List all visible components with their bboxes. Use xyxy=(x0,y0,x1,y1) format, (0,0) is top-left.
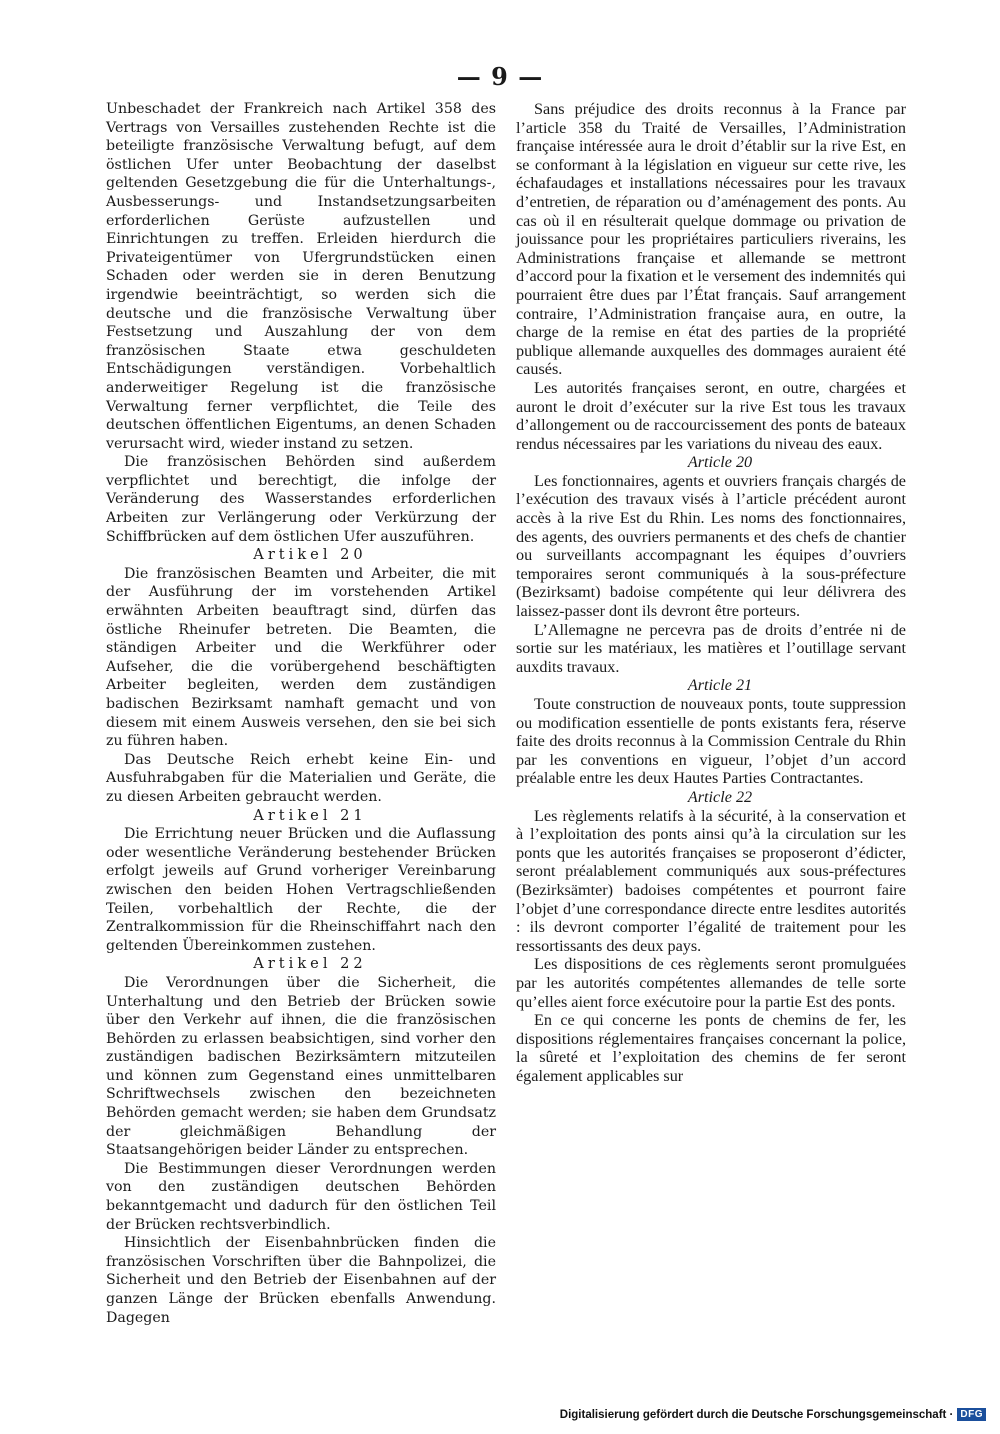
german-article-22-paragraph-1: Die Verordnungen über die Sicherheit, die Unterhaltung und den Betrieb der Brücken sowie über den Verkehr auf ihnen, die die französischen Behörden zu erlassen beabsichtigen, sind vorher den zuständigen badischen Bezirksämtern mitzuteilen und können zum Gegenstand eines unmittelbaren Schriftwechsels zwischen den bezeichneten Behörden gemacht werden; sie haben dem Grundsatz der gleichmäßigen Behandlung der Staatsangehörigen beider Länder zu entsprechen. xyxy=(106,974,496,1159)
french-article-22-paragraph-3: En ce qui concerne les ponts de chemins de fer, les dispositions réglementaires françaises concernant la police, la sûreté et l’exploitation des chemins de fer seront également applicables sur xyxy=(516,1011,906,1085)
german-article-22-paragraph-2: Die Bestimmungen dieser Verordnungen werden von den zuständigen deutschen Behörden bekanntgemacht und dadurch für den östlichen Teil der Brücken rechtsverbindlich. xyxy=(106,1160,496,1233)
german-intro-paragraph-2: Die französischen Behörden sind außerdem verpflichtet und berechtigt, die infolge der Veränderung des Wasserstandes erforderlichen Arbeiten zur Verlängerung oder Verkürzung der Schiffbrücken auf dem östlichen Ufer auszuführen. xyxy=(106,454,496,545)
page-number: — 9 — xyxy=(456,62,544,91)
german-article-22-paragraph-3: Hinsichtlich der Eisenbahnbrücken finden die französischen Vorschriften über die Bahnpolizei, die Sicherheit und den Betrieb der Eisenbahnen auf der ganzen Länge der Brücken ebenfalls Anwendung. Dagegen xyxy=(106,1235,496,1326)
french-intro-paragraph-1: Sans préjudice des droits reconnus à la France par l’article 358 du Traité de Versailles, l’Administration française intéressée aura le droit d’établir sur la rive Est, en se conformant à la législation en vigueur sur cette rive, les échafaudages et installations nécessaires pour les travaux d’entretien, de réparation ou d’aménagement des ponts. Au cas où il en résulterait quelque dommage ou privation de jouissance pour les propriétaires particuliers riverains, les Administrations française et allemande se mettront d’accord pour la fixation et le versement des indemnités qui pourraient être dues par l’État français. Sauf arrangement contraire, l’Administration française aura, en outre, la charge de la remise en état des parties de la propriété publique allemande auxquelles des dommages auraient été causés. xyxy=(516,100,906,379)
french-article-20-paragraph-1: Les fonctionnaires, agents et ouvriers français chargés de l’exécution des travaux visés à l’article précédent auront accès à la rive Est du Rhin. Les noms des fonctionnaires, des agents, des ouvriers permanents et des chefs de chantier ou surveillants accompagnant les équipes d’ouvriers temporaires seront communiqués à la sous-préfecture (Bezirksamt) badoise compétente qui leur délivrera des laissez-passer dont ils devront être porteurs. xyxy=(516,471,906,621)
french-column xyxy=(516,100,906,1085)
german-intro-paragraph-1: Unbeschadet der Frankreich nach Artikel 358 des Vertrags von Versailles zustehenden Rechte ist die beteiligte französische Verwaltung befugt, auf dem östlichen Ufer unter Beobachtung der daselbst geltenden Gesetzgebung die für die Unterhaltungs-, Ausbesserungs- und Instandsetzungsarbeiten erforderlichen Gerüste aufzustellen und Einrichtungen zu treffen. Erleiden hierdurch die Privateigentümer von Ufergrundstücken einen Schaden oder werden sie in deren Benutzung irgendwie beeinträchtigt, so werden sich die deutsche und die französische Verwaltung über Festsetzung und Auszahlung der von dem französischen Staate etwa geschuldeten Entschädigungen verständigen. Vorbehaltlich anderweitiger Regelung ist die französische Verwaltung ferner verpflichtet, die Teile des deutschen öffentlichen Eigentums, an denen Schaden verursacht wird, wieder instand zu setzen. xyxy=(106,101,496,452)
german-article-20-heading: Artikel 20 xyxy=(253,546,367,564)
dfg-logo: DFG xyxy=(957,1408,986,1421)
french-article-20-paragraph-2: L’Allemagne ne percevra pas de droits d’entrée ni de sortie sur les matériaux, les matières et l’outillage servant auxdits travaux. xyxy=(516,620,906,676)
french-article-20-heading: Article 20 xyxy=(687,453,753,472)
german-article-20-paragraph-2: Das Deutsche Reich erhebt keine Ein- und Ausfuhrabgaben für die Materialien und Geräte, die zu diesen Arbeiten gebraucht werden. xyxy=(106,751,496,805)
german-article-21-heading: Artikel 21 xyxy=(253,806,367,824)
french-intro-paragraph-2: Les autorités françaises seront, en outre, chargées et auront le droit d’exécuter sur la rive Est tous les travaux d’allongement ou de raccourcissement des ponts de bateaux rendus nécessaires par les variations du niveau des eaux. xyxy=(516,378,906,453)
french-article-22-paragraph-2: Les dispositions de ces règlements seront promulguées par les autorités compétentes allemandes de telle sorte qu’elles aient force exécutoire pour la partie Est des ponts. xyxy=(516,955,906,1011)
french-article-21-paragraph-1: Toute construction de nouveaux ponts, toute suppression ou modification essentielle de ponts existants fera, réserve faite des droits reconnus à la Commission Centrale du Rhin par les conventions en vigueur, l’objet d’un accord préalable entre les deux Hautes Parties Contractantes. xyxy=(516,695,906,788)
credit-text: Digitalisierung gefördert durch die Deutsche Forschungsgemeinschaft · xyxy=(559,1408,954,1421)
french-article-22-heading: Article 22 xyxy=(687,787,753,806)
french-article-21-heading: Article 21 xyxy=(687,676,753,695)
german-article-22-heading: Artikel 22 xyxy=(253,955,367,973)
german-article-21-paragraph-1: Die Errichtung neuer Brücken und die Auflassung oder wesentliche Veränderung bestehender Brücken erfolgt jeweils auf Grund vorheriger Vereinbarung zwischen den beiden Hohen Vertragschließenden Teilen, vorbehaltlich der Rechte, die der Zentralkommission für die Rheinschiffahrt nach den geltenden Übereinkommen zustehen. xyxy=(106,826,496,954)
french-article-22-paragraph-1: Les règlements relatifs à la sécurité, à la conservation et à l’exploitation des ponts ainsi qu’à la circulation sur les ponts que les autorités françaises se proposeront d’édicter, seront préalablement communiqués aux sous-préfectures (Bezirksämter) badoises compétentes et pourront faire l’objet d’une correspondance directe entre lesdites autorités : ils devront comporter l’égalité de traitement pour les ressortissants des deux pays. xyxy=(516,806,906,955)
german-column xyxy=(106,100,496,1327)
digitization-credit xyxy=(560,1408,986,1421)
german-article-20-paragraph-1: Die französischen Beamten und Arbeiter, die mit der Ausführung der im vorstehenden Artikel erwähnten Arbeiten beauftragt sind, dürfen das östliche Rheinufer betreten. Die Beamten, die ständigen Arbeiter und die Werkführer oder Aufseher, die die vorübergehend beschäftigten Arbeiter begleiten, werden dem zuständigen badischen Bezirksamt namhaft gemacht und von diesem mit einem Ausweis versehen, den sie bei sich zu führen haben. xyxy=(106,565,496,750)
